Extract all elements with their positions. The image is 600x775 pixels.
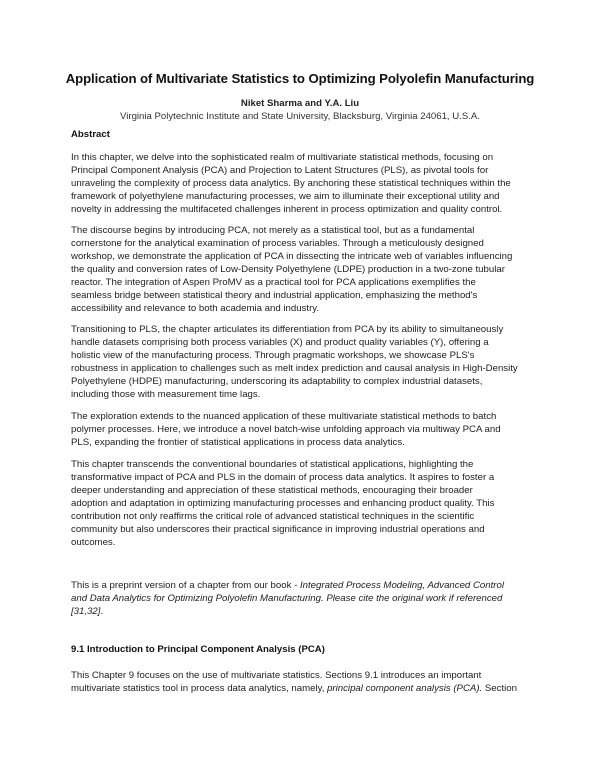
text-line: transformative impact of PCA and PLS in the domain of process data analytics. It aspires to foster a: [71, 472, 495, 483]
text-line: community but also underscores their practical significance in improving industrial operations and: [71, 524, 485, 535]
abstract-paragraph-3: [71, 323, 541, 401]
text-line: The discourse begins by introducing PCA, not merely as a statistical tool, but as a fundamental: [71, 225, 475, 236]
text-line: including those with measurement time lags.: [71, 389, 261, 400]
preprint-note: [71, 579, 541, 618]
section-text-end: Section: [482, 683, 517, 694]
pca-term: principal component analysis (PCA).: [327, 683, 483, 694]
abstract-paragraph-5: [71, 458, 541, 549]
text-line: This chapter transcends the conventional boundaries of statistical applications, highlighting the: [71, 459, 474, 470]
text-line: accessibility and relevance to both academia and industry.: [71, 303, 320, 314]
paper-affiliation: Virginia Polytechnic Institute and State University, Blacksburg, Virginia 24061, U.S.A.: [120, 111, 480, 122]
text-line: contribution not only reaffirms the critical role of advanced statistical techniques in the scientific: [71, 511, 475, 522]
text-line: cornerstone for the analytical examination of process variables. Through a meticulously designed: [71, 238, 484, 249]
preprint-text: This is a preprint version of a chapter from our book -: [71, 580, 300, 591]
text-line: Transitioning to PLS, the chapter articulates its differentiation from PCA by its ability to simultaneously: [71, 324, 504, 335]
abstract-paragraph-2: [71, 224, 541, 315]
text-line: [71, 682, 541, 695]
text-line: workshop, we demonstrate the application of PCA in dissecting the intricate web of variables influencing: [71, 251, 513, 262]
text-line: [71, 605, 541, 618]
text-line: robustness in application to challenges such as melt index prediction and causal analysis in High-Density: [71, 363, 518, 374]
abstract-paragraph-1: [71, 151, 541, 216]
text-line: reactor. The integration of Aspen ProMV as a practical tool for PCA applications exemplifies the: [71, 277, 476, 288]
text-line: In this chapter, we delve into the sophisticated realm of multivariate statistical methods, focusing on: [71, 152, 494, 163]
text-line: Principal Component Analysis (PCA) and Projection to Latent Structures (PLS), as pivotal tools for: [71, 165, 489, 176]
text-line: unraveling the complexity of process data analytics. By anchoring these statistical techniques within the: [71, 178, 511, 189]
text-line: The exploration extends to the nuanced application of these multivariate statistical methods to batch: [71, 411, 497, 422]
text-line: polymer processes. Here, we introduce a novel batch-wise unfolding approach via multiway PCA and: [71, 424, 501, 435]
text-line: PLS, expanding the frontier of statistical applications in process data analytics.: [71, 437, 405, 448]
section-paragraph: [71, 669, 541, 695]
text-line: handle datasets comprising both process variables (X) and product quality variables (Y), offering a: [71, 337, 489, 348]
text-line: [71, 579, 541, 592]
citation-reference: [31,32]: [71, 606, 101, 617]
text-line: This Chapter 9 focuses on the use of multivariate statistics. Sections 9.1 introduces an important: [71, 670, 482, 681]
text-line: seamless bridge between statistical theory and industrial application, emphasizing the method's: [71, 290, 478, 301]
text-line: outcomes.: [71, 537, 116, 548]
paper-authors: Niket Sharma and Y.A. Liu: [240, 98, 360, 109]
book-title-part-2: and Data Analytics for Optimizing Polyolefin Manufacturing. Please cite the original work if referenced: [71, 593, 503, 604]
section-heading: 9.1 Introduction to Principal Component Analysis (PCA): [71, 644, 325, 655]
text-line: Polyethylene (HDPE) manufacturing, underscoring its adaptability to complex industrial datasets,: [71, 376, 483, 387]
paper-title: Application of Multivariate Statistics to Optimizing Polyolefin Manufacturing: [65, 71, 535, 86]
book-title-part-1: Integrated Process Modeling, Advanced Control: [299, 580, 504, 591]
text-line: [71, 592, 541, 605]
text-line: framework of polyethylene manufacturing processes, we aim to illuminate their exceptional utility and: [71, 191, 500, 202]
abstract-paragraph-4: [71, 410, 541, 449]
period: .: [100, 606, 104, 617]
text-line: adoption and adaptation in optimizing manufacturing processes and enhancing product quality. This: [71, 498, 495, 509]
text-line: novelty in addressing the multifaceted challenges inherent in process optimization and quality control.: [71, 204, 503, 215]
abstract-heading: Abstract: [71, 129, 110, 140]
section-text: multivariate statistics tool in process data analytics, namely,: [71, 683, 328, 694]
text-line: the quality and conversion rates of Low-Density Polyethylene (LDPE) production in a two-zone tubular: [71, 264, 505, 275]
text-line: holistic view of the manufacturing process. Through pragmatic workshops, we showcase PLS's: [71, 350, 475, 361]
text-line: deeper understanding and appreciation of these statistical methods, encouraging their broader: [71, 485, 473, 496]
